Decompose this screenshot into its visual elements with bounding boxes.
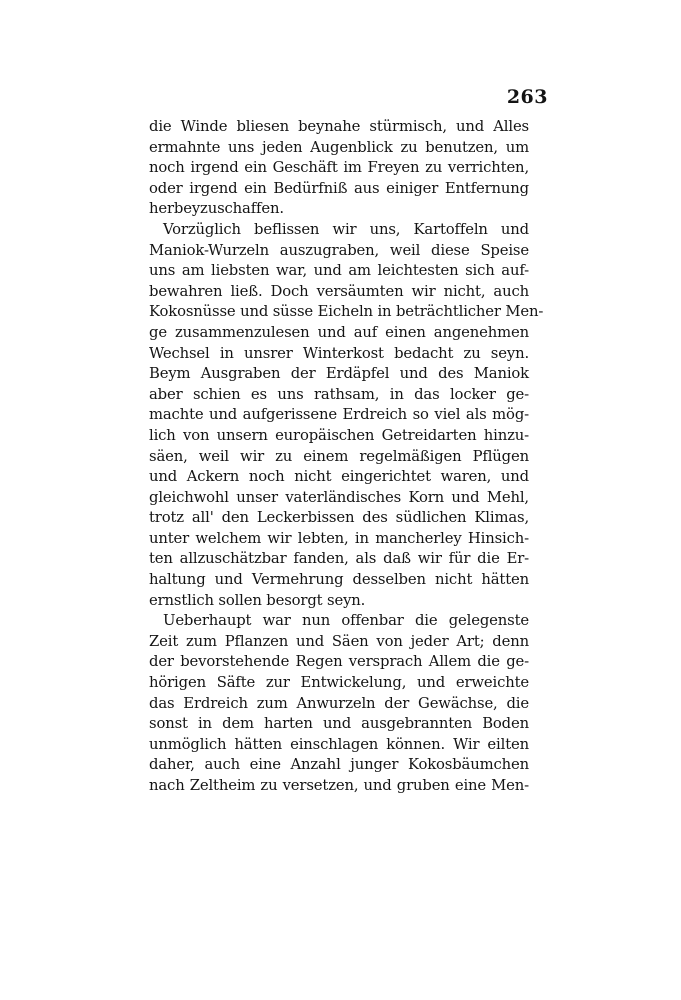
text-line: machte und aufgerissene Erdreich so viel als mög- <box>149 406 529 424</box>
text-line: ermahnte uns jeden Augenblick zu benutzen, um <box>149 138 529 156</box>
text-line: unter welchem wir lebten, in mancherley Hinsich- <box>149 529 529 547</box>
text-line: nach Zeltheim zu versetzen, und gruben eine Men- <box>149 777 529 794</box>
text-line: Ueberhaupt war nun offenbar die gelegenste <box>163 612 529 630</box>
text-line: ten allzuschätzbar fanden, als daß wir für die Er- <box>149 550 529 568</box>
text-line: Kokosnüsse und süsse Eicheln in beträchtlicher Men- <box>149 303 544 321</box>
text-line: ge zusammenzulesen und auf einen angenehmen <box>149 323 529 341</box>
text-line: herbeyzuschaffen. <box>149 200 284 218</box>
text-line: ernstlich sollen besorgt seyn. <box>149 591 366 609</box>
text-line: noch irgend ein Geschäft im Freyen zu verrichten, <box>149 159 529 177</box>
text-line: Zeit zum Pflanzen und Säen von jeder Art; denn <box>149 632 529 650</box>
text-line: sonst in dem harten und ausgebrannten Boden <box>149 715 529 733</box>
text-line: säen, weil wir zu einem regelmäßigen Pflügen <box>149 447 529 465</box>
text-line: aber schien es uns rathsam, in das locker ge- <box>149 385 529 403</box>
text-line: Wechsel in unsrer Winterkost bedacht zu seyn. <box>149 344 529 362</box>
text-line: Maniok-Wurzeln auszugraben, weil diese Speise <box>149 241 529 259</box>
text-line: Beym Ausgraben der Erdäpfel und des Maniok <box>149 365 529 383</box>
text-line: Vorzüglich beflissen wir uns, Kartoffeln und <box>163 220 529 238</box>
page-number: 263 <box>506 86 548 108</box>
text-line: oder irgend ein Bedürfniß aus einiger Entfernung <box>149 179 529 197</box>
text-line: lich von unsern europäischen Getreidarten hinzu- <box>149 426 529 444</box>
text-line: gleichwohl unser vaterländisches Korn und Mehl, <box>149 488 529 506</box>
text-line: hörigen Säfte zur Entwickelung, und erweichte <box>149 674 529 692</box>
text-line: die Winde bliesen beynahe stürmisch, und Alles <box>149 118 529 135</box>
text-line: das Erdreich zum Anwurzeln der Gewächse, die <box>149 694 529 712</box>
text-line: haltung und Vermehrung desselben nicht hätten <box>149 571 529 589</box>
text-line: bewahren ließ. Doch versäumten wir nicht, auch <box>149 282 529 300</box>
text-line: der bevorstehende Regen versprach Allem die ge- <box>149 653 529 671</box>
text-line: daher, auch eine Anzahl junger Kokosbäumchen <box>149 756 529 774</box>
text-line: und Ackern noch nicht eingerichtet waren, und <box>149 468 529 486</box>
text-line: trotz all' den Leckerbissen des südlichen Klimas, <box>149 509 529 527</box>
text-line: uns am liebsten war, und am leichtesten sich auf- <box>149 262 529 280</box>
text-line: unmöglich hätten einschlagen können. Wir eilten <box>149 735 529 753</box>
body-text <box>149 117 544 797</box>
